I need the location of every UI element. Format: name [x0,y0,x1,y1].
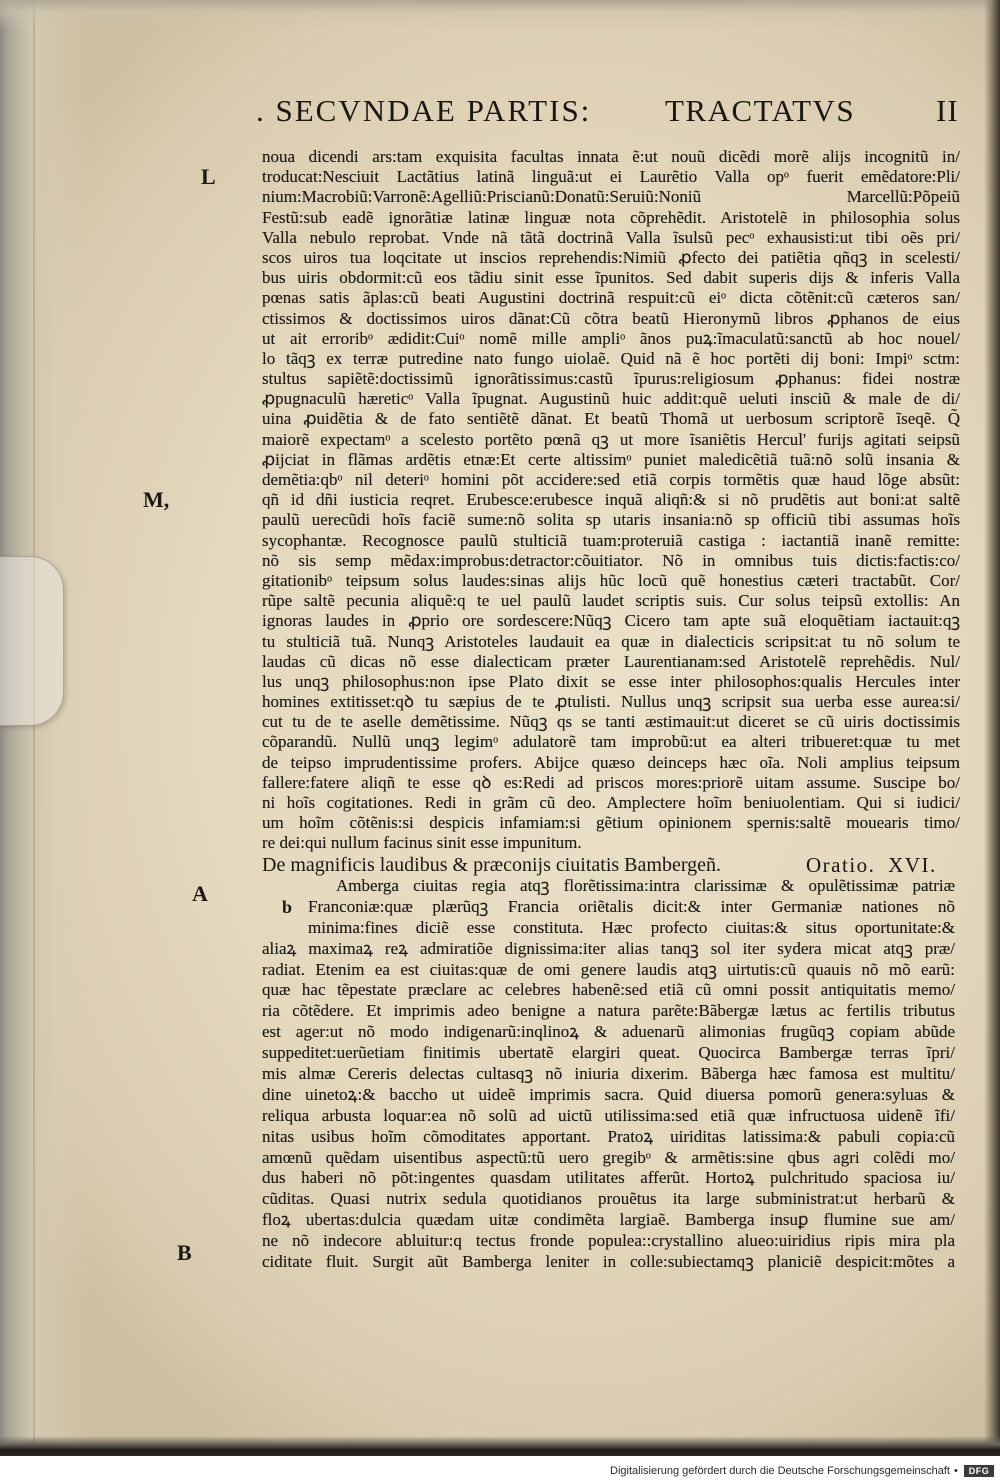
text-line: nitas usibus hoĩm cõmoditates apportant. Pratoꝝ uiriditas latissima:& pabuli copia:cũ [262,1126,955,1146]
text-line: pœnas satis ãplas:cũ beati Augustini doctrinã respuit:cũ eiᵒ dicta cõtẽnit:cũ cæteros san/ [262,288,960,308]
folio-number: II [936,93,959,128]
page-fold-line [33,0,35,1456]
text-line: ne nõ indecore abluitur:q tectus fronde populea::crystallino alueo:uiridius ripis mira pla [262,1231,955,1251]
text-block-2 [262,876,955,1273]
text-line: floꝝ ubertas:dulcia quædam uitæ condimẽta largiaẽ. Bamberga insuꝑ flumine sue am/ [262,1210,955,1230]
text-line: homines extitisset:qꝺ tu sæpius de te ꝓtulisti. Nullus unqꝫ scripsit sua uerba esse aurea:si/ [262,692,960,712]
text-line: ut ait erroribᵒ ædidit:Cuiᵒ nomẽ mille ampliᵒ ãnos puꝝ:ĩmaculatũ:sanctũ ab hoc nouel/ [262,328,960,348]
text-line: tu stulticiã tuã. Nunqꝫ Aristoteles laudauit ea quæ in dialecticis scripsit:at tu nõ solum te [262,631,960,651]
text-line: ignoras laudes in ꝓprio ore sordescere:Nũqꝫ Cicero tam apte suã eloquẽtiam iactauit:qꝫ [262,611,960,631]
text-line: demẽtia:qbᵒ nil deteriᵒ homini põt accidere:sed etiã corpis tormẽtis quæ haud lõge absũt: [262,470,960,489]
text-line: noua dicendi ars:tam exquisita facultas innata ẽ:ut nouũ dicẽdi morẽ alijs incognitũ in/ [262,147,960,166]
text-line: paulũ uerecũdi hoĩs faciẽ sume:nõ solita sp utaris insania:nõ sp officiũ tibi assumas hoĩs [262,510,960,530]
text-line: bus uiris obdormit:cũ eos tãdiu sinit esse ĩpunitos. Sed dabit superis dijs & inferis Valla [262,268,960,288]
marginal-letter-l: L [201,164,216,189]
top-edge-shadow [0,0,1000,30]
text-line: dine uinetoꝝ:& baccho ut uideẽ imprimis sacra. Quid diuersa pomorũ genera:syluas & [262,1084,955,1104]
text-line: ctissimos & doctissimos uiros dãnat:Cũ cõtra beatũ Hieronymũ libros ꝓphanos de eius [262,308,960,328]
footer-separator: • [954,1465,958,1477]
text-line: lo tãqꝫ ex terræ putredine nato fungo uiolaẽ. Quid nã ẽ hoc portẽti dij boni: Impiᵒ sctm: [262,348,960,368]
marginal-letter-b: B [177,1240,192,1265]
text-line: ꝓijciat in flãmas ardẽtis etnæ:Et certe altissimᵒ puniet maledicẽtiã tuã:nõ solũ insania & [262,449,960,469]
text-line: qñ id dñi iusticia reqret. Erubesce:erubesce inquã aliqñ:& si nõ prudẽtis aut boni:at saltẽ [262,490,960,510]
text-line: cut tu de te aselle demẽtissime. Nũqꝫ qs se tanti æstimauit:ut diceret se cũ uiris doctissimis [262,712,960,732]
text-line: de teipso imprudentissime profers. Abijce quæso deinceps hæc oĩa. Noli amplius teipsum [262,752,960,772]
right-edge-shadow [984,0,1000,1456]
bottom-edge-shadow [0,1436,1000,1456]
text-line: quæ hac tẽpestate præclare ac celebres habenẽ:sed etiã cũ omni possit antiquitatis memo/ [262,980,955,1000]
text-line: est ager:ut nõ modo indigenarũ:inqlinoꝝ & aduenarũ alimonias frugũqꝫ copiam abũde [262,1022,955,1042]
text-line: ciditate fluit. Surgit aũt Bamberga leniter in colle:subiectamqꝫ planiciẽ despicit:mõtes a [262,1252,955,1272]
text-line: reliqua arbusta loquar:ea nõ solũ ad uictũ utilissima:sed etiã quæ infructuosa uidenẽ ĩfi/ [262,1105,955,1125]
funding-notice: Digitalisierung gefördert durch die Deutsche Forschungsgemeinschaft [610,1465,950,1477]
text-line: dus haberi nõ põt:ingentes quasdam utilitates afferũt. Hortoꝝ pulchritudo spaciosa iu/ [262,1168,955,1188]
text-line: cõparandũ. Nullũ unqꝫ legimᵒ adulatorẽ tam improbũ:ut ea alteri tribueret:quæ tu met [262,732,960,752]
text-line: ria cõtẽdere. Et imprimis adeo benigne a natura parẽte:Bãbergæ lætus ac fertilis tributus [262,1001,955,1021]
marginal-letter-m: M, [143,487,170,512]
binding-shadow [0,0,90,1456]
text-line: radiat. Etenim ea est ciuitas:quæ de omi genere laudis atqꝫ uirtutis:cũ quauis nõ mõ earũ: [262,959,955,979]
text-line: scos uiros tua loqcitate ut inscios reprehendis:Nimiũ ꝓfecto dei patiẽtia qñqꝫ in scelesti/ [262,247,960,267]
text-line: Franconiæ:quæ plærũqꝫ Francia oriẽtalis dicit:& inter Germaniæ nationes nõ [308,896,955,916]
text-line: mis almæ Cereris delectas cultasqꝫ nõ iniuria dixerim. Bãberga hæc famosa est multitu/ [262,1064,955,1084]
text-line: cũditas. Quasi nutrix sedula quotidianos prouẽtus ita large subministrat:ut herbarũ & [262,1189,955,1209]
dfg-logo: DFG [964,1465,994,1477]
marginal-letter-a: A [192,881,208,906]
text-line: nium:Macrobiũ:Varronẽ:Agelliũ:Priscianũ:Donatũ:Seruiũ:Noniũ Marcellũ:Põpeiũ [262,187,960,207]
text-line: rũpe saltẽ pecunia aliquẽ:q te uel paulũ laudet scriptis suis. Cur solus teipsũ extollis: An [262,591,960,611]
text-line: stultus sapiẽtẽ:doctissimũ ignorãtissimus:castũ ĩpurus:religiosum ꝓphanus: fidei nostræ [262,369,960,389]
text-line: troducat:Nesciuit Lactãtius latinã linguã:ut ei Laurẽtio Valla opᵒ fuerit emẽdatore:Pli/ [262,167,960,187]
text-line: fallere:fatere aliqñ te esse qꝺ es:Redi ad priscos mores:priorẽ uitam assume. Suscipe bo/ [262,772,960,792]
text-line: maiorẽ expectamᵒ a scelesto portẽto pœnã qꝫ ut more ĩsaniẽtis Hercul' furijs agitati seipsũ [262,429,960,449]
text-line: um hoĩm cõtẽnis:si despicis infamiam:si gẽtium opinionem spernis:saltẽ mouearis timo/ [262,813,960,833]
text-line: nõ sis semp mẽdax:improbus:detractor:cõuitiator. Nõ in omnibus tuis dictis:factis:co/ [262,550,960,570]
text-line: Festũ:sub eadẽ ignorãtiæ latinæ linguæ nota cõprehẽdit. Aristotelẽ in philosophia solus [262,207,960,227]
text-line: uina ꝓuidẽtia & de fato sentiẽtẽ dãnat. Et beatũ Thomã ut uerbosum scriptorẽ ĩseqẽ. Q̃ [262,409,960,429]
bookmark-tab [0,556,64,726]
text-line: gitationibᵒ teipsum solus laudes:sinas alijs hũc locũ quẽ honestius cæteri tractabũt. Cor/ [262,570,960,590]
text-line: minima:fines diciẽ esse constituta. Hæc profecto ciuitas:& situs oportunitate:& [308,917,955,937]
running-header-tractatus: TRACTATVS [665,93,856,128]
initial-guide-letter: b [282,896,293,917]
oration-heading: De magnificis laudibus & præconijs ciuitatis Bambergeñ. [262,854,721,876]
text-line: suppeditet:uerũetiam finitimis ubertatẽ elargiri queat. Quocirca Bambergæ terras ĩpri/ [262,1043,955,1063]
text-line: ni hoĩs cogitationes. Redi in grãm cũ deo. Amplectere hoĩm beniuolentiam. Qui si iudici/ [262,793,960,812]
text-line: Valla nebulo reprobat. Vnde nã tãtã doctrinã Valla ĩsulsũ pecᵒ exhausisti:ut tibi oẽs pri/ [262,227,960,247]
text-line: aliaꝝ maximaꝝ reꝝ admiratiõe dignissima:iter alias tanqꝫ sol iter sydera micat atqꝫ præ/ [262,938,955,958]
text-line: amœnũ quẽdam uisentibus aspectũ:tũ uero gregibᵒ & armẽtis:sine qbus agri colẽdi mo/ [262,1147,955,1167]
text-line: laudas cũ dicas nõ esse dialecticam præter Laurentianam:sed Aristotelẽ reprehẽdis. Nul/ [262,651,960,671]
text-block-1 [262,147,960,854]
text-line: Amberga ciuitas regia atqꝫ florẽtissima:intra clarissimæ & opulẽtissimæ patriæ [336,876,955,895]
text-line: lus unqꝫ philosophus:non ipse Plato dixit se esse inter philosophos:qualis Hercules inter [262,671,960,691]
digitization-footer [0,1456,1000,1484]
text-line: ꝓpugnaculũ hæreticᵒ Valla ĩpugnat. Augustinũ huic addit:quẽ ueluti insciũ & male de di/ [262,389,960,409]
oration-number: Oratio. XVI. [806,853,937,877]
text-line: sycophantæ. Recognosce paulũ stulticiã tuam:proteruiã castiga : iactantiã inanẽ remitte: [262,530,960,550]
running-header-part: . SECVNDAE PARTIS: [256,93,592,128]
text-line: re dei:qui nullum facinus sinit esse impunitum. [262,833,582,853]
